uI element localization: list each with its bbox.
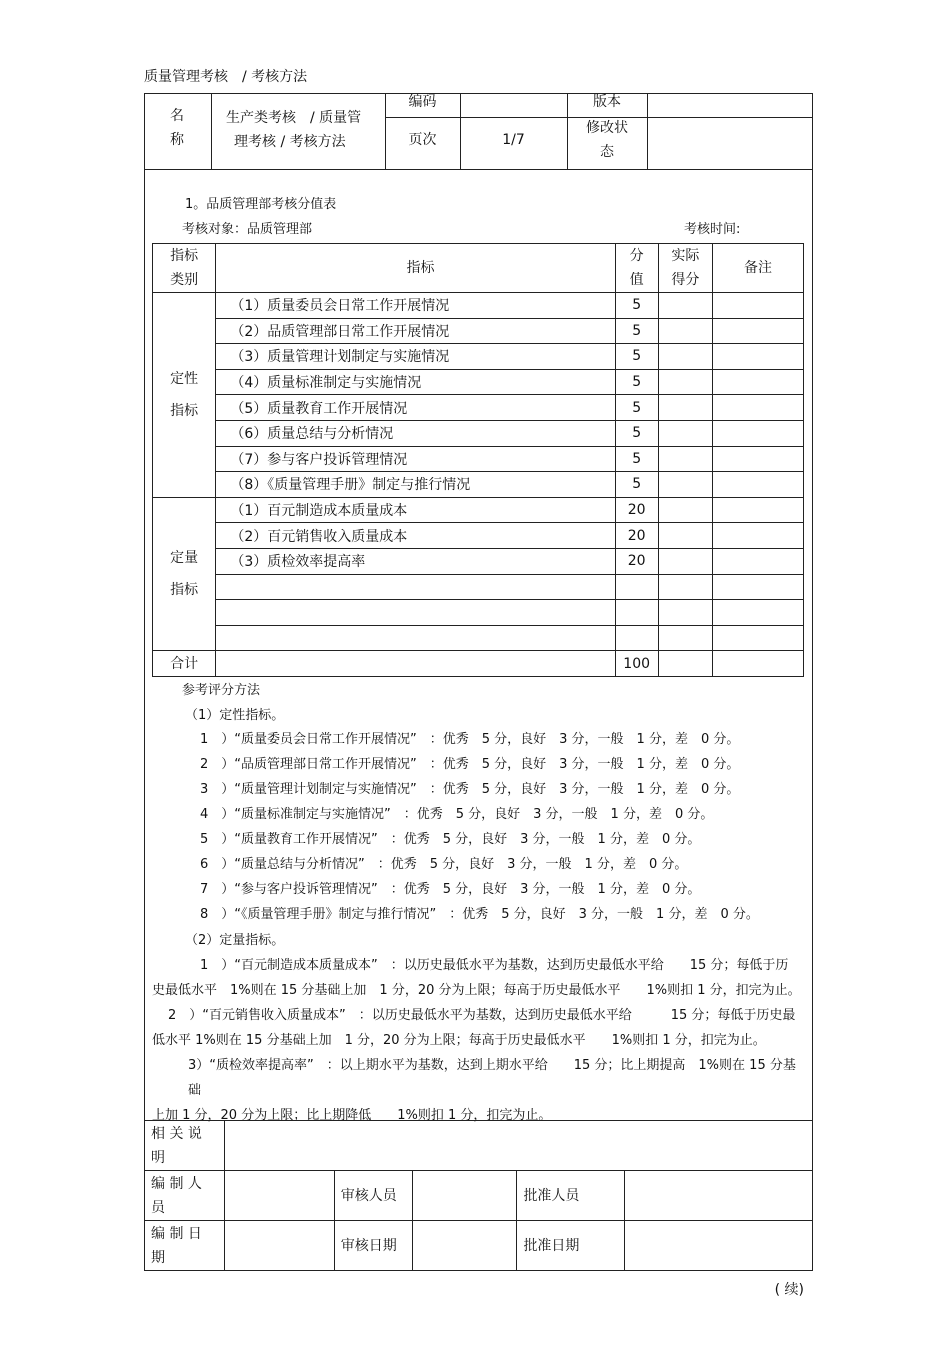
remark-cell bbox=[713, 293, 804, 319]
empty-cell bbox=[615, 600, 658, 626]
divider bbox=[647, 93, 648, 169]
divider bbox=[144, 169, 813, 170]
indicator-score: 5 bbox=[615, 318, 658, 344]
assessment-time: 考核时间: bbox=[684, 222, 741, 237]
table-row bbox=[153, 472, 804, 498]
actual-score-cell bbox=[658, 293, 712, 319]
date-value bbox=[224, 1221, 334, 1271]
qualitative-list bbox=[200, 727, 759, 927]
reviewer-value bbox=[412, 1171, 517, 1221]
indicator-score: 5 bbox=[615, 446, 658, 472]
qualitative-title: （1）定性指标。 bbox=[185, 708, 285, 723]
table-row bbox=[153, 497, 804, 523]
actual-score-cell bbox=[658, 420, 712, 446]
actual-score-cell bbox=[658, 472, 712, 498]
remark-cell bbox=[713, 420, 804, 446]
table-row bbox=[153, 395, 804, 421]
page-title: 质量管理考核 / 考核方法 bbox=[144, 69, 308, 85]
table-row bbox=[153, 446, 804, 472]
indicator-name: （6）质量总结与分析情况 bbox=[216, 420, 615, 446]
list-item: 1 ）“百元制造成本质量成本” ：以历史最低水平为基数，达到历史最低水平给 15 分；每低于历 bbox=[200, 958, 789, 973]
list-item: 7 ）“参与客户投诉管理情况” ：优秀 5 分，良好 3 分，一般 1 分，差 0 分。 bbox=[200, 882, 701, 897]
signoff-table bbox=[144, 1120, 813, 1271]
remark-cell bbox=[713, 523, 804, 549]
actual-score-cell bbox=[658, 523, 712, 549]
indicator-name: （8）《质量管理手册》制定与推行情况 bbox=[216, 472, 615, 498]
list-item: 8 ）“《质量管理手册》制定与推行情况” ：优秀 5 分，良好 3 分，一般 1 分，差 0 分。 bbox=[200, 907, 759, 922]
approve-date-value bbox=[625, 1221, 813, 1271]
list-item: 上加 1 分，20 分为上限；比上期降低 1%则扣 1 分，扣完为止。 bbox=[152, 1108, 552, 1123]
list-item: 3）“质检效率提高率” ：以上期水平为基数，达到上期水平给 15 分；比上期提高 1%则在 15 分基础 bbox=[188, 1058, 796, 1098]
col-actual: 实际 得分 bbox=[658, 244, 712, 293]
indicator-score: 5 bbox=[615, 395, 658, 421]
remark-cell bbox=[713, 472, 804, 498]
col-score: 分 值 bbox=[615, 244, 658, 293]
author-value bbox=[224, 1171, 334, 1221]
empty-cell bbox=[713, 600, 804, 626]
empty-cell bbox=[615, 574, 658, 600]
review-date-label: 审核日期 bbox=[334, 1221, 412, 1271]
actual-score-cell bbox=[658, 446, 712, 472]
indicator-score: 5 bbox=[615, 369, 658, 395]
quantitative-title: （2）定量指标。 bbox=[185, 933, 285, 948]
empty-cell bbox=[713, 625, 804, 651]
actual-score-cell bbox=[658, 318, 712, 344]
col-indicator: 指标 bbox=[216, 244, 615, 293]
table-row-empty bbox=[153, 574, 804, 600]
indicator-score: 20 bbox=[615, 523, 658, 549]
author-label: 编 制 人 员 bbox=[145, 1171, 225, 1221]
empty-cell bbox=[713, 574, 804, 600]
col-category: 指标 类别 bbox=[153, 244, 216, 293]
total-value: 100 bbox=[615, 651, 658, 677]
indicator-name: （2）品质管理部日常工作开展情况 bbox=[216, 318, 615, 344]
remark-cell bbox=[713, 548, 804, 574]
assessment-target: 考核对象：品质管理部 bbox=[182, 222, 313, 237]
name-label: 名 称 bbox=[170, 108, 184, 148]
reviewer-label: 审核人员 bbox=[334, 1171, 412, 1221]
revision-label: 修改状 态 bbox=[586, 120, 628, 160]
date-label: 编 制 日 期 bbox=[145, 1221, 225, 1271]
indicator-name: （1）百元制造成本质量成本 bbox=[216, 497, 615, 523]
actual-score-cell bbox=[658, 548, 712, 574]
col-remark: 备注 bbox=[713, 244, 804, 293]
list-item: 4 ）“质量标准制定与实施情况” ：优秀 5 分，良好 3 分，一般 1 分，差 0 分。 bbox=[200, 807, 714, 822]
related-value bbox=[224, 1121, 812, 1171]
category-quantitative: 定量 指标 bbox=[153, 497, 216, 651]
indicator-name: （3）质检效率提高率 bbox=[216, 548, 615, 574]
section-title: 1。品质管理部考核分值表 bbox=[185, 197, 337, 212]
date-row bbox=[145, 1221, 813, 1271]
approve-date-label: 批准日期 bbox=[517, 1221, 625, 1271]
version-label: 版本 bbox=[593, 94, 621, 110]
table-row bbox=[153, 344, 804, 370]
empty-cell bbox=[216, 625, 615, 651]
remark-cell bbox=[713, 395, 804, 421]
indicator-score: 20 bbox=[615, 497, 658, 523]
total-label: 合计 bbox=[153, 651, 216, 677]
indicator-name: （2）百元销售收入质量成本 bbox=[216, 523, 615, 549]
quantitative-list bbox=[152, 953, 807, 1128]
approver-label: 批准人员 bbox=[517, 1171, 625, 1221]
actual-score-cell bbox=[658, 497, 712, 523]
table-row bbox=[153, 369, 804, 395]
list-item: 6 ）“质量总结与分析情况” ：优秀 5 分，良好 3 分，一般 1 分，差 0 分。 bbox=[200, 857, 688, 872]
indicator-score: 5 bbox=[615, 293, 658, 319]
related-row bbox=[145, 1121, 813, 1171]
related-label: 相 关 说 明 bbox=[145, 1121, 225, 1171]
actual-score-cell bbox=[658, 395, 712, 421]
indicator-score: 5 bbox=[615, 420, 658, 446]
empty-cell bbox=[216, 651, 615, 677]
actual-score-cell bbox=[658, 369, 712, 395]
code-label: 编码 bbox=[408, 94, 437, 110]
table-row bbox=[153, 293, 804, 319]
indicator-score: 20 bbox=[615, 548, 658, 574]
indicator-name: （7）参与客户投诉管理情况 bbox=[216, 446, 615, 472]
continued-label: ( 续) bbox=[774, 1282, 804, 1298]
empty-cell bbox=[713, 651, 804, 677]
remark-cell bbox=[713, 446, 804, 472]
actual-score-cell bbox=[658, 344, 712, 370]
page-label: 页次 bbox=[408, 132, 437, 148]
remark-cell bbox=[713, 369, 804, 395]
empty-cell bbox=[216, 600, 615, 626]
name-value: 生产类考核 / 质量管 理考核 / 考核方法 bbox=[226, 110, 362, 150]
empty-cell bbox=[658, 600, 712, 626]
list-item: 2 ）“品质管理部日常工作开展情况” ：优秀 5 分，良好 3 分，一般 1 分，差 0 分。 bbox=[200, 757, 740, 772]
list-item: 3 ）“质量管理计划制定与实施情况” ：优秀 5 分，良好 3 分，一般 1 分，差 0 分。 bbox=[200, 782, 740, 797]
method-title: 参考评分方法 bbox=[182, 683, 261, 698]
author-row bbox=[145, 1171, 813, 1221]
indicator-name: （5）质量教育工作开展情况 bbox=[216, 395, 615, 421]
review-date-value bbox=[412, 1221, 517, 1271]
category-qualitative: 定性 指标 bbox=[153, 293, 216, 498]
indicator-score: 5 bbox=[615, 344, 658, 370]
approver-value bbox=[625, 1171, 813, 1221]
remark-cell bbox=[713, 318, 804, 344]
divider bbox=[211, 93, 212, 169]
table-row-empty bbox=[153, 600, 804, 626]
indicator-name: （4）质量标准制定与实施情况 bbox=[216, 369, 615, 395]
remark-cell bbox=[713, 344, 804, 370]
score-table bbox=[152, 243, 804, 677]
empty-cell bbox=[658, 625, 712, 651]
empty-cell bbox=[658, 574, 712, 600]
page-value: 1/7 bbox=[502, 132, 525, 148]
total-row bbox=[153, 651, 804, 677]
table-header-row bbox=[153, 244, 804, 293]
list-item: 史最低水平 1%则在 15 分基础上加 1 分，20 分为上限；每高于历史最低水平 1%则扣 1 分，扣完为止。 bbox=[152, 983, 801, 998]
indicator-name: （1）质量委员会日常工作开展情况 bbox=[216, 293, 615, 319]
table-row bbox=[153, 548, 804, 574]
table-row bbox=[153, 523, 804, 549]
table-row-empty bbox=[153, 625, 804, 651]
empty-cell bbox=[615, 625, 658, 651]
table-row bbox=[153, 420, 804, 446]
list-item: 低水平 1%则在 15 分基础上加 1 分，20 分为上限；每高于历史最低水平 1%则扣 1 分，扣完为止。 bbox=[152, 1033, 766, 1048]
empty-cell bbox=[658, 651, 712, 677]
list-item: 2 ）“百元销售收入质量成本” ：以历史最低水平为基数，达到历史最低水平给 15 分；每低于历史最 bbox=[168, 1008, 796, 1023]
indicator-name: （3）质量管理计划制定与实施情况 bbox=[216, 344, 615, 370]
remark-cell bbox=[713, 497, 804, 523]
indicator-score: 5 bbox=[615, 472, 658, 498]
list-item: 1 ）“质量委员会日常工作开展情况” ：优秀 5 分，良好 3 分，一般 1 分，差 0 分。 bbox=[200, 732, 740, 747]
empty-cell bbox=[216, 574, 615, 600]
table-row bbox=[153, 318, 804, 344]
list-item: 5 ）“质量教育工作开展情况” ：优秀 5 分，良好 3 分，一般 1 分，差 0 分。 bbox=[200, 832, 701, 847]
